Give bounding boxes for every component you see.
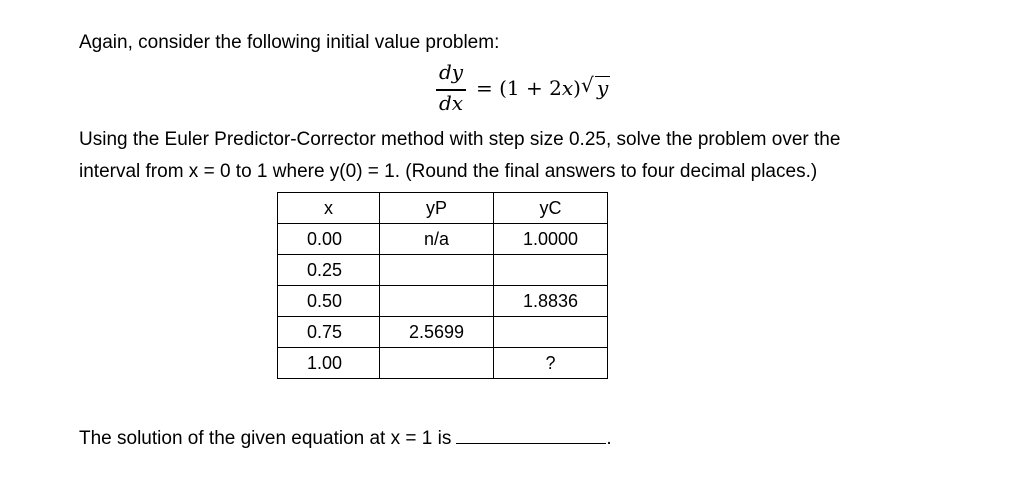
table-row xyxy=(278,317,608,348)
square-root xyxy=(580,73,610,100)
method-text-line-2: interval from x = 0 to 1 where y(0) = 1. (Round the final answers to four decimal places.) xyxy=(79,161,818,182)
header-x: x xyxy=(278,193,380,224)
cell-yp xyxy=(380,286,494,317)
cell-yp: 2.5699 xyxy=(380,317,494,348)
radicand: y xyxy=(596,76,609,100)
header-yp: yP xyxy=(380,193,494,224)
cell-x: 0.00 xyxy=(278,224,380,255)
table-row xyxy=(278,348,608,379)
table-row xyxy=(278,286,608,317)
cell-yp xyxy=(380,348,494,379)
cell-x: 1.00 xyxy=(278,348,380,379)
answer-text: The solution of the given equation at x = 1 is xyxy=(79,428,452,449)
equals-sign: = xyxy=(476,76,493,100)
equation-right-side xyxy=(476,73,610,100)
cell-yp xyxy=(380,255,494,286)
answer-line xyxy=(79,425,612,451)
fraction-numerator: dy xyxy=(438,60,464,84)
intro-text: Again, consider the following initial value problem: xyxy=(79,32,500,53)
table-header-row xyxy=(278,193,608,224)
fraction-denominator: dx xyxy=(438,91,464,115)
cell-yc xyxy=(494,317,608,348)
cell-yc: 1.8836 xyxy=(494,286,608,317)
cell-x: 0.75 xyxy=(278,317,380,348)
method-text-line-1: Using the Euler Predictor-Corrector method with step size 0.25, solve the problem over the xyxy=(79,129,841,150)
answer-end-punctuation: . xyxy=(606,428,612,449)
cell-yc: 1.0000 xyxy=(494,224,608,255)
radical-sign: √ xyxy=(580,73,594,97)
cell-yp: n/a xyxy=(380,224,494,255)
cell-x: 0.50 xyxy=(278,286,380,317)
table-row xyxy=(278,255,608,286)
cell-yc xyxy=(494,255,608,286)
header-yc: yC xyxy=(494,193,608,224)
table-row xyxy=(278,224,608,255)
cell-x: 0.25 xyxy=(278,255,380,286)
answer-blank-input[interactable] xyxy=(456,425,606,444)
variable-x: x xyxy=(561,76,574,100)
cell-yc-unknown: ? xyxy=(494,348,608,379)
paren-close: ) xyxy=(573,76,581,100)
results-table xyxy=(277,192,608,379)
paren-open-term: (1 + 2 xyxy=(499,76,562,100)
